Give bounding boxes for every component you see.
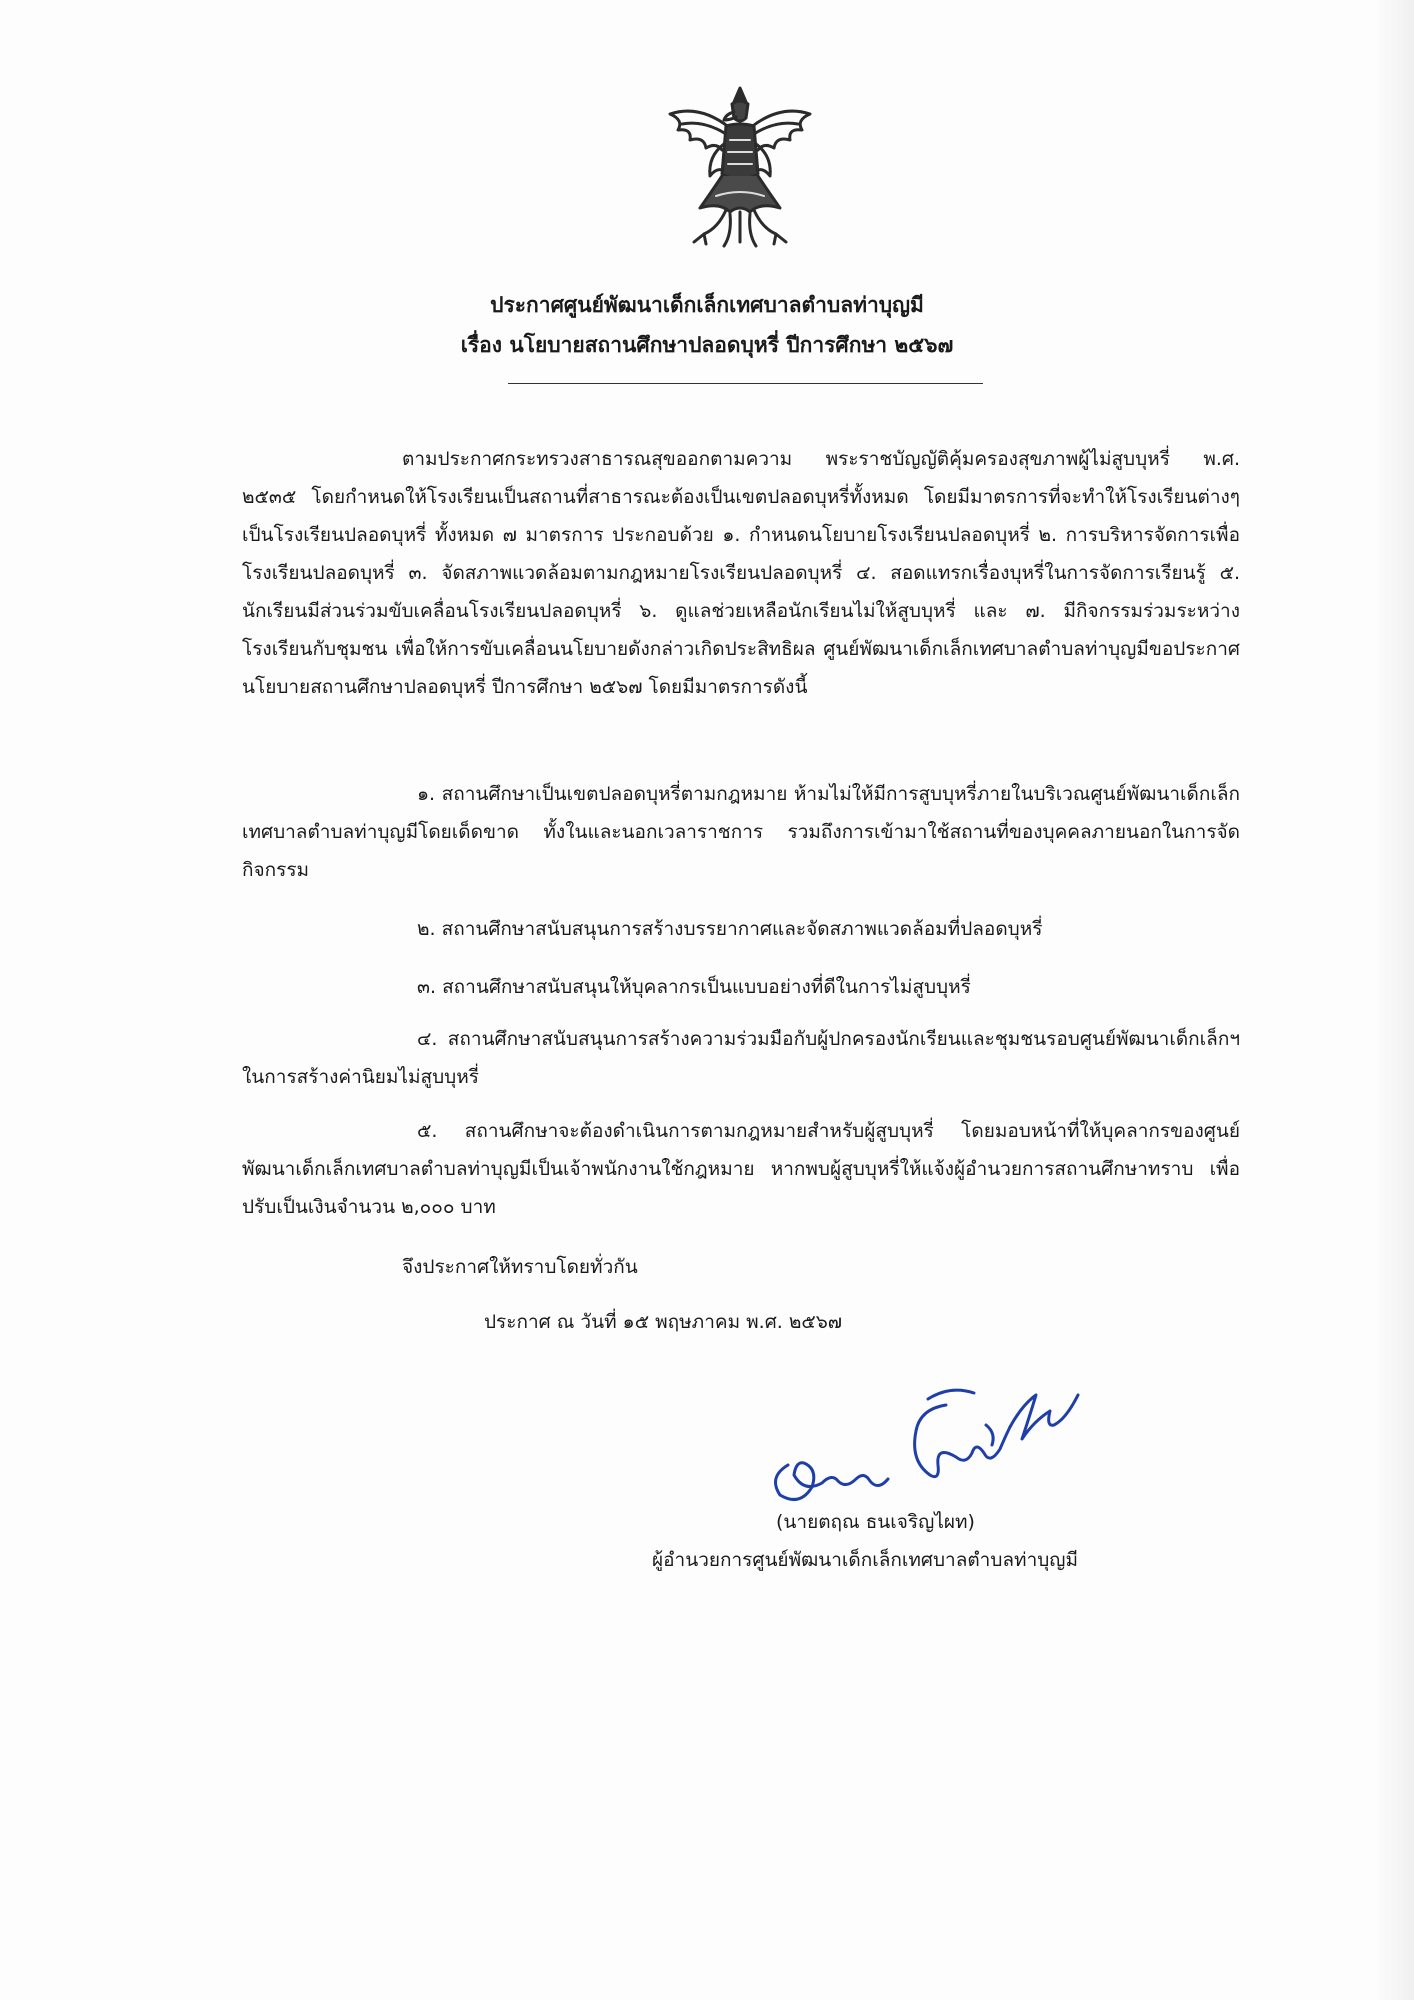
signer-name: (นายตฤณ ธนเจริญไผท) [776, 1511, 975, 1533]
closing-statement: จึงประกาศให้ทราบโดยทั่วกัน [402, 1256, 638, 1278]
signer-position: ผู้อำนวยการศูนย์พัฒนาเด็กเล็กเทศบาลตำบลท่าบุญมี [652, 1549, 1079, 1571]
measure-2: ๒. สถานศึกษาสนับสนุนการสร้างบรรยากาศและจัดสภาพแวดล้อมที่ปลอดบุหรี่ [417, 918, 1043, 940]
garuda-emblem-icon [660, 84, 820, 254]
intro-paragraph: ตามประกาศกระทรวงสาธารณสุขออกตามความ พระราชบัญญัติคุ้มครองสุขภาพผู้ไม่สูบบุหรี่ พ.ศ. ๒๕๓๕ โดยกำหนดให้โรงเรียนเป็นสถานที่สาธารณะต้องเป็นเขตปลอดบุหรี่ทั้งหมด โดยมีมาตรการที่จะทำให้โรงเรียนต่างๆ เป็นโรงเรียนปลอดบุหรี่ ทั้งหมด ๗ มาตรการ ประกอบด้วย ๑. กำหนดนโยบายโรงเรียนปลอดบุหรี่ ๒. การบริหารจัดการเพื่อโรงเรียนปลอดบุหรี่ ๓. จัดสภาพแวดล้อมตามกฎหมายโรงเรียนปลอดบุหรี่ ๔. สอดแทรกเรื่องบุหรี่ในการจัดการเรียนรู้ ๕. นักเรียนมีส่วนร่วมขับเคลื่อนโรงเรียนปลอดบุหรี่ ๖. ดูแลช่วยเหลือนักเรียนไม่ให้สูบบุหรี่ และ ๗. มีกิจกรรมร่วมระหว่างโรงเรียนกับชุมชน เพื่อให้การขับเคลื่อนนโยบายดังกล่าวเกิดประสิทธิผล ศูนย์พัฒนาเด็กเล็กเทศบาลตำบลท่าบุญมีขอประกาศนโยบายสถานศึกษาปลอดบุหรี่ ปีการศึกษา ๒๕๖๗ โดยมีมาตรการดังนี้ [242, 448, 1240, 698]
announcement-subject: เรื่อง นโยบายสถานศึกษาปลอดบุหรี่ ปีการศึกษา ๒๕๖๗ [460, 333, 954, 357]
announcement-title: ประกาศศูนย์พัฒนาเด็กเล็กเทศบาลตำบลท่าบุญมี [490, 293, 924, 317]
measure-1: ๑. สถานศึกษาเป็นเขตปลอดบุหรี่ตามกฎหมาย ห้ามไม่ให้มีการสูบบุหรี่ภายในบริเวณศูนย์พัฒนาเด็กเล็กเทศบาลตำบลท่าบุญมีโดยเด็ดขาด ทั้งในและนอกเวลาราชการ รวมถึงการเข้ามาใช้สถานที่ของบุคคลภายนอกในการจัดกิจกรรม [242, 783, 1240, 881]
handwritten-signature [760, 1365, 1100, 1515]
measure-4: ๔. สถานศึกษาสนับสนุนการสร้างความร่วมมือกับผู้ปกครองนักเรียนและชุมชนรอบศูนย์พัฒนาเด็กเล็กฯ ในการสร้างค่านิยมไม่สูบบุหรี่ [242, 1028, 1240, 1088]
measure-3: ๓. สถานศึกษาสนับสนุนให้บุคลากรเป็นแบบอย่างที่ดีในการไม่สูบบุหรี่ [417, 976, 971, 998]
title-underline [508, 383, 983, 384]
measure-5: ๕. สถานศึกษาจะต้องดำเนินการตามกฎหมายสำหรับผู้สูบบุหรี่ โดยมอบหน้าที่ให้บุคลากรของศูนย์พัฒนาเด็กเล็กเทศบาลตำบลท่าบุญมีเป็นเจ้าพนักงานใช้กฎหมาย หากพบผู้สูบบุหรี่ให้แจ้งผู้อำนวยการสถานศึกษาทราบ เพื่อปรับเป็นเงินจำนวน ๒,๐๐๐ บาท [242, 1120, 1240, 1218]
announcement-date: ประกาศ ณ วันที่ ๑๕ พฤษภาคม พ.ศ. ๒๕๖๗ [484, 1311, 843, 1333]
